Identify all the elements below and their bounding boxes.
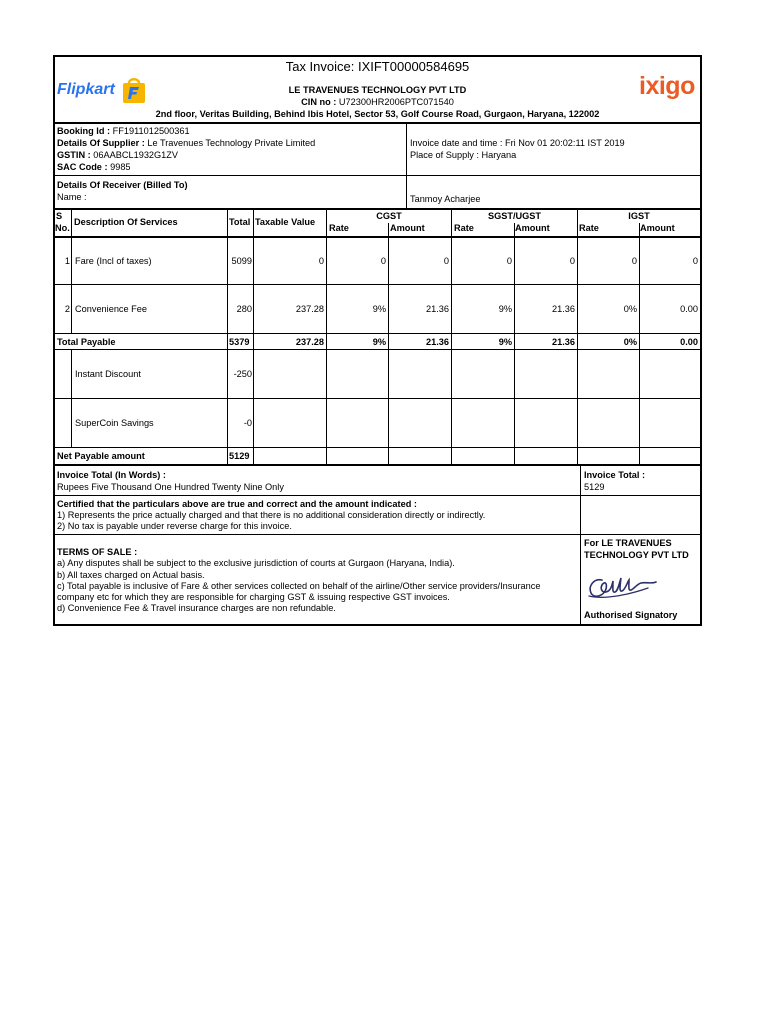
supplier-details — [57, 138, 315, 149]
col-header-igst-amount: Amount — [640, 223, 675, 233]
invoice-total-label: Invoice Total : — [584, 470, 646, 480]
col-header-cgst: CGST — [376, 211, 402, 221]
supplier-details-label: Details Of Supplier : — [57, 138, 145, 148]
cin-line — [53, 97, 702, 108]
row-sno: 2 — [64, 304, 70, 314]
row-description: Convenience Fee — [75, 304, 148, 314]
terms-a: a) Any disputes shall be subject to the exclusive jurisdiction of courts at Gurgaon (Haryana, India). — [57, 558, 455, 568]
booking-id-value: FF1911012500361 — [112, 126, 190, 136]
certification-point-2: 2) No tax is payable under reverse charge for this invoice. — [57, 521, 292, 531]
supercoin-value: -0 — [243, 418, 252, 428]
row-description: Fare (Incl of taxes) — [75, 256, 152, 266]
ixigo-logo-text: ixigo — [639, 72, 695, 100]
certification-point-1: 1) Represents the price actually charged and that there is no additional consideration directly or indirectly. — [57, 510, 486, 520]
authorised-signatory: Authorised Signatory — [584, 610, 678, 620]
terms-c-line1: c) Total payable is inclusive of Fare & other services collected on behalf of the airline/Other service providers/Insurance — [57, 581, 541, 591]
for-company-line1: For LE TRAVENUES — [584, 538, 672, 548]
company-address: 2nd floor, Veritas Building, Behind Ibis Hotel, Sector 53, Golf Course Road, Gurgaon, Haryana, 122002 — [155, 109, 600, 119]
invoice-total-value: 5129 — [584, 482, 605, 492]
col-header-cgst-rate: Rate — [329, 223, 349, 233]
row-cgst-amount: 0 — [443, 256, 449, 266]
row-igst-amount: 0.00 — [680, 304, 698, 314]
certification-heading: Certified that the particulars above are true and correct and the amount indicated : — [57, 499, 417, 509]
col-header-taxable: Taxable Value — [255, 217, 316, 227]
total-in-words-label: Invoice Total (In Words) : — [57, 470, 166, 480]
terms-b: b) All taxes charged on Actual basis. — [57, 570, 205, 580]
instant-discount-label: Instant Discount — [75, 369, 141, 379]
receiver-name-label: Name : — [57, 192, 87, 202]
total-payable-label: Total Payable — [57, 337, 116, 347]
total-payable-taxable: 237.28 — [295, 337, 324, 347]
total-payable-cgst-amount: 21.36 — [426, 337, 449, 347]
signature-image — [586, 566, 666, 604]
row-total: 280 — [236, 304, 252, 314]
total-payable-sgst-rate: 9% — [498, 337, 512, 347]
sac-code-label: SAC Code : — [57, 162, 108, 172]
sac-code — [57, 162, 131, 173]
receiver-heading: Details Of Receiver (Billed To) — [57, 180, 188, 190]
col-header-igst: IGST — [628, 211, 650, 221]
col-header-no: No. — [55, 223, 70, 233]
terms-c-line2: company etc for which they are responsible for charging GST & issuing respective GST invoices. — [57, 592, 450, 602]
total-payable-cgst-rate: 9% — [372, 337, 386, 347]
invoice-date: Invoice date and time : Fri Nov 01 20:02:11 IST 2019 — [410, 138, 625, 148]
sac-code-value: 9985 — [110, 162, 131, 172]
total-payable-igst-rate: 0% — [623, 337, 637, 347]
col-header-sgst-rate: Rate — [454, 223, 474, 233]
col-header-igst-rate: Rate — [579, 223, 599, 233]
instant-discount-value: -250 — [233, 369, 252, 379]
booking-id-label: Booking Id : — [57, 126, 111, 136]
invoice-title: Tax Invoice: IXIFT00000584695 — [285, 59, 470, 74]
row-sgst-rate: 0 — [506, 256, 512, 266]
col-header-sgst-amount: Amount — [515, 223, 550, 233]
col-header-s: S — [56, 211, 63, 221]
row-cgst-rate: 9% — [372, 304, 386, 314]
terms-heading: TERMS OF SALE : — [57, 547, 138, 557]
company-name: LE TRAVENUES TECHNOLOGY PVT LTD — [288, 85, 467, 95]
row-sgst-amount: 0 — [569, 256, 575, 266]
gstin — [57, 150, 178, 161]
supercoin-label: SuperCoin Savings — [75, 418, 154, 428]
col-header-total: Total — [229, 217, 251, 227]
row-sgst-amount: 21.36 — [552, 304, 575, 314]
row-igst-rate: 0 — [631, 256, 637, 266]
place-of-supply: Place of Supply : Haryana — [410, 150, 517, 160]
cin-label: CIN no : — [301, 97, 337, 107]
row-taxable: 237.28 — [295, 304, 324, 314]
net-payable-value: 5129 — [229, 451, 250, 461]
row-sgst-rate: 9% — [498, 304, 512, 314]
row-cgst-rate: 0 — [380, 256, 386, 266]
row-total: 5099 — [231, 256, 252, 266]
col-header-description: Description Of Services — [74, 217, 178, 227]
for-company-line2: TECHNOLOGY PVT LTD — [584, 550, 689, 560]
total-payable-total: 5379 — [229, 337, 250, 347]
row-taxable: 0 — [318, 256, 324, 266]
gstin-value: 06AABCL1932G1ZV — [93, 150, 179, 160]
col-header-cgst-amount: Amount — [390, 223, 425, 233]
row-cgst-amount: 21.36 — [426, 304, 449, 314]
net-payable-label: Net Payable amount — [57, 451, 145, 461]
row-sno: 1 — [64, 256, 70, 266]
total-payable-sgst-amount: 21.36 — [552, 337, 575, 347]
row-igst-amount: 0 — [692, 256, 698, 266]
supplier-details-value: Le Travenues Technology Private Limited — [147, 138, 316, 148]
col-header-sgst: SGST/UGST — [487, 211, 542, 221]
total-in-words-value: Rupees Five Thousand One Hundred Twenty Nine Only — [57, 482, 284, 492]
terms-d: d) Convenience Fee & Travel insurance charges are non refundable. — [57, 603, 336, 613]
cin-value: U72300HR2006PTC071540 — [338, 97, 454, 107]
flipkart-logo-text: Flipkart — [57, 81, 115, 98]
gstin-label: GSTIN : — [57, 150, 91, 160]
booking-id — [57, 126, 190, 137]
total-payable-igst-amount: 0.00 — [680, 337, 698, 347]
row-igst-rate: 0% — [623, 304, 637, 314]
receiver-name-value: Tanmoy Acharjee — [410, 194, 481, 204]
